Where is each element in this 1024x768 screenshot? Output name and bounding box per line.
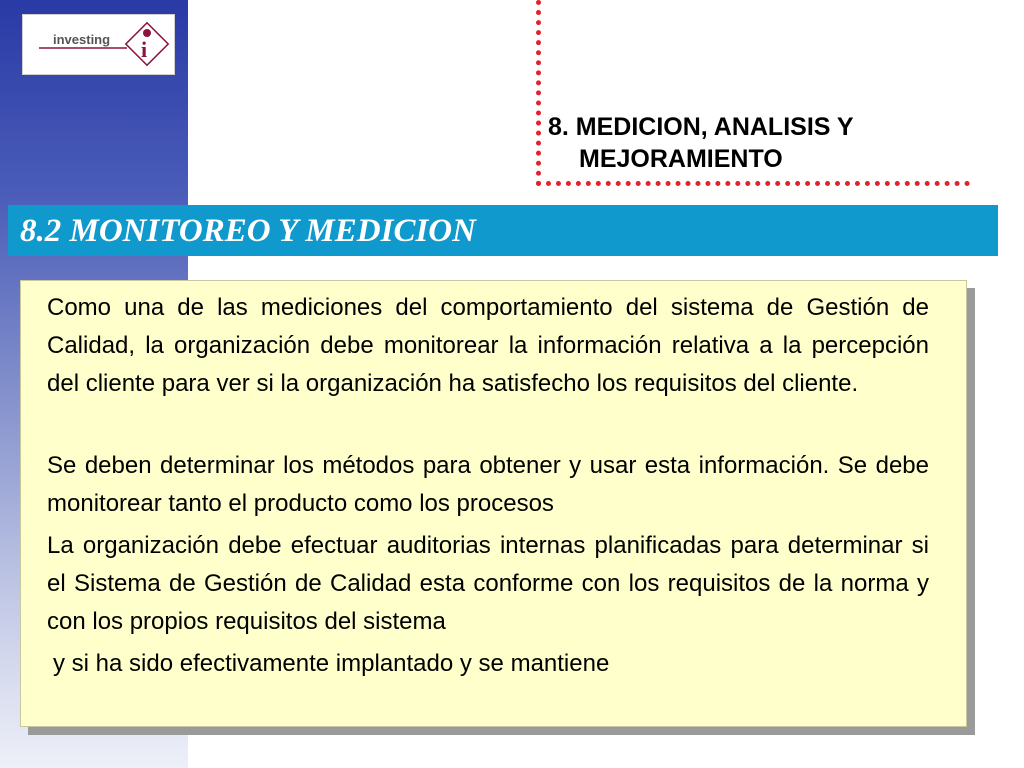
paragraph-3: La organización debe efectuar auditorias internas planificadas para determinar si el Sistema de Gestión de Calidad esta conforme con los requisitos de la norma y con los propios requisitos del sistema (47, 532, 929, 635)
paragraph-2: Se deben determinar los métodos para obtener y usar esta información. Se debe monitorear tanto el producto como los procesos (47, 452, 929, 517)
logo-mark: i (141, 37, 148, 62)
slide-title: 8.2 MONITOREO Y MEDICION (20, 213, 476, 249)
investing-logo (22, 14, 175, 75)
section-heading-line1: 8. MEDICION, ANALISIS Y (548, 113, 854, 141)
section-heading (548, 111, 948, 175)
section-heading-line2: MEJORAMIENTO (579, 145, 783, 173)
logo-text: investing (53, 32, 111, 47)
content-box (20, 280, 967, 727)
title-band (8, 205, 998, 256)
paragraph-4: y si ha sido efectivamente implantado y se mantiene (53, 650, 610, 677)
logo-graphic (23, 15, 174, 74)
paragraph-1: Como una de las mediciones del comportamiento del sistema de Gestión de Calidad, la organización debe monitorear la información relativa a la percepción del cliente para ver si la organización ha satisfecho los requisitos del cliente. (47, 294, 929, 397)
